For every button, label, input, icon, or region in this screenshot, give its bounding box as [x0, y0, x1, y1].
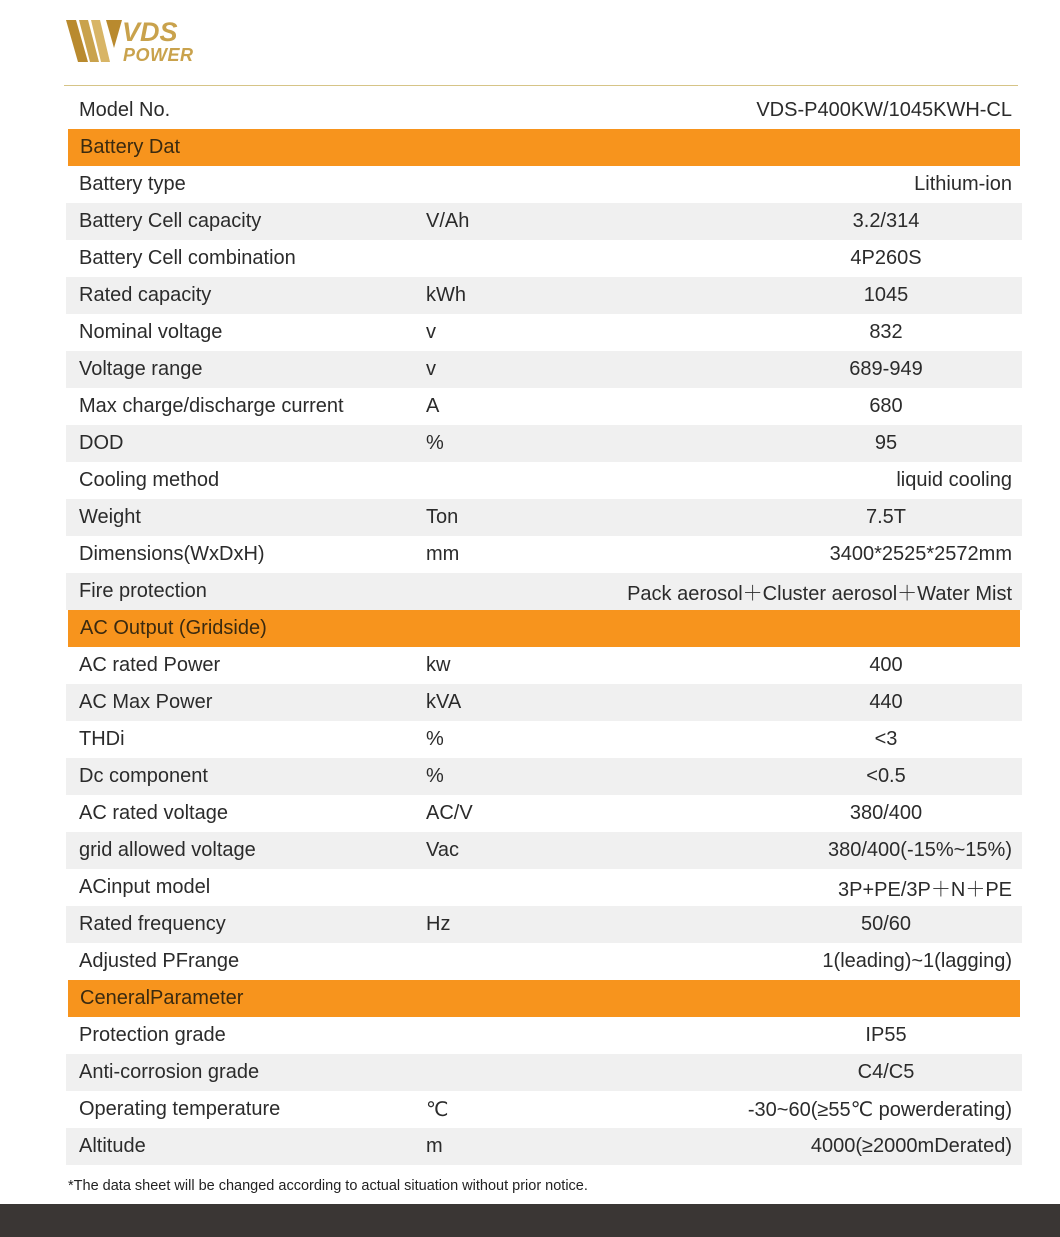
logo-mark-icon — [66, 18, 124, 64]
spec-value: Lithium-ion — [914, 173, 1012, 195]
spec-row — [66, 684, 1022, 721]
spec-label: AC Max Power — [79, 691, 213, 713]
spec-row — [66, 166, 1022, 203]
spec-unit: AC/V — [426, 802, 473, 824]
spec-label: Altitude — [79, 1135, 146, 1157]
spec-value: 4P260S — [850, 247, 922, 269]
spec-label: Adjusted PFrange — [79, 950, 240, 972]
spec-label: Battery Cell capacity — [79, 210, 262, 232]
spec-value: 4000(≥2000mDerated) — [810, 1135, 1012, 1157]
spec-row — [66, 203, 1022, 240]
spec-label: Protection grade — [79, 1024, 226, 1046]
spec-unit: m — [426, 1135, 443, 1157]
spec-label: Voltage range — [79, 358, 203, 380]
spec-value: 689-949 — [849, 358, 923, 380]
spec-value: 95 — [874, 432, 898, 454]
spec-unit: kw — [426, 654, 451, 676]
brand-subname: POWER — [123, 45, 194, 65]
spec-label: Battery Cell combination — [79, 247, 296, 269]
spec-value: 3400*2525*2572mm — [829, 543, 1012, 565]
spec-label: Max charge/discharge current — [79, 395, 344, 417]
brand-logo — [66, 18, 206, 68]
spec-value: 7.5T — [865, 506, 907, 528]
spec-label: Weight — [79, 506, 141, 528]
spec-value: 3P+PE/3P＋N＋PE — [838, 879, 1012, 901]
spec-label: Fire protection — [79, 580, 207, 602]
spec-row — [66, 943, 1022, 980]
spec-unit: A — [426, 395, 440, 417]
spec-label: ACinput model — [79, 876, 211, 898]
spec-row — [66, 277, 1022, 314]
spec-value: C4/C5 — [857, 1061, 915, 1083]
model-row — [66, 91, 1022, 129]
spec-row — [66, 832, 1022, 869]
spec-row — [66, 1054, 1022, 1091]
spec-row — [66, 351, 1022, 388]
spec-row — [66, 499, 1022, 536]
spec-unit: % — [426, 432, 444, 454]
spec-unit: Ton — [426, 506, 459, 528]
spec-row — [66, 758, 1022, 795]
spec-table — [66, 91, 1022, 1165]
spec-unit: V/Ah — [426, 210, 470, 232]
spec-value: 380/400 — [849, 802, 923, 824]
spec-value: 50/60 — [860, 913, 912, 935]
section-header — [68, 610, 1020, 647]
model-label: Model No. — [79, 98, 171, 121]
spec-label: AC rated Power — [79, 654, 221, 676]
spec-unit: v — [426, 321, 436, 343]
spec-value: 400 — [869, 654, 903, 676]
spec-unit: ℃ — [426, 1099, 449, 1121]
spec-unit: Vac — [426, 839, 459, 861]
spec-row — [66, 462, 1022, 499]
spec-label: Operating temperature — [79, 1098, 281, 1120]
spec-value: 680 — [869, 395, 903, 417]
spec-value: 1(leading)~1(lagging) — [822, 950, 1012, 972]
spec-label: Anti-corrosion grade — [79, 1061, 260, 1083]
spec-row — [66, 388, 1022, 425]
spec-row — [66, 536, 1022, 573]
section-title: AC Output (Gridside) — [80, 617, 267, 639]
section-title: Battery Dat — [80, 136, 181, 158]
spec-row — [66, 1128, 1022, 1165]
spec-label: Battery type — [79, 173, 186, 195]
spec-value: liquid cooling — [896, 469, 1012, 491]
spec-label: Nominal voltage — [79, 321, 223, 343]
spec-row — [66, 573, 1022, 610]
spec-row — [66, 647, 1022, 684]
spec-row — [66, 1091, 1022, 1128]
spec-unit: kVA — [426, 691, 462, 713]
spec-value: 380/400(-15%~15%) — [827, 839, 1012, 861]
footnote: *The data sheet will be changed according to actual situation without prior notice. — [68, 1178, 588, 1194]
spec-unit: % — [426, 728, 444, 750]
spec-label: grid allowed voltage — [79, 839, 256, 861]
spec-row — [66, 1017, 1022, 1054]
spec-label: AC rated voltage — [79, 802, 228, 824]
spec-unit: kWh — [426, 284, 466, 306]
model-value: VDS-P400KW/1045KWH-CL — [756, 98, 1012, 121]
spec-value: <0.5 — [866, 765, 906, 787]
bottom-bar — [0, 1204, 1060, 1237]
section-title: CeneralParameter — [80, 987, 244, 1009]
spec-label: THDi — [79, 728, 125, 750]
spec-value: Pack aerosol＋Cluster aerosol＋Water Mist — [627, 583, 1012, 605]
spec-label: Dimensions(WxDxH) — [79, 543, 265, 565]
spec-label: DOD — [79, 432, 124, 454]
spec-value: 3.2/314 — [852, 210, 920, 232]
spec-unit: % — [426, 765, 444, 787]
spec-value: -30~60(≥55℃ powerderating) — [747, 1099, 1012, 1121]
spec-label: Dc component — [79, 765, 208, 787]
spec-row — [66, 795, 1022, 832]
spec-row — [66, 240, 1022, 277]
spec-value: 440 — [869, 691, 903, 713]
spec-value: 832 — [869, 321, 903, 343]
section-header — [68, 129, 1020, 166]
spec-value: <3 — [874, 728, 898, 750]
brand-name: VDS — [122, 17, 178, 47]
header-divider — [64, 85, 1018, 86]
spec-row — [66, 721, 1022, 758]
spec-unit: v — [426, 358, 436, 380]
spec-unit: Hz — [426, 913, 451, 935]
spec-row — [66, 425, 1022, 462]
spec-label: Cooling method — [79, 469, 220, 491]
spec-row — [66, 906, 1022, 943]
spec-label: Rated frequency — [79, 913, 226, 935]
spec-unit: mm — [426, 543, 460, 565]
spec-value: IP55 — [865, 1024, 907, 1046]
spec-row — [66, 869, 1022, 906]
spec-row — [66, 314, 1022, 351]
section-header — [68, 980, 1020, 1017]
spec-value: 1045 — [863, 284, 909, 306]
spec-label: Rated capacity — [79, 284, 212, 306]
